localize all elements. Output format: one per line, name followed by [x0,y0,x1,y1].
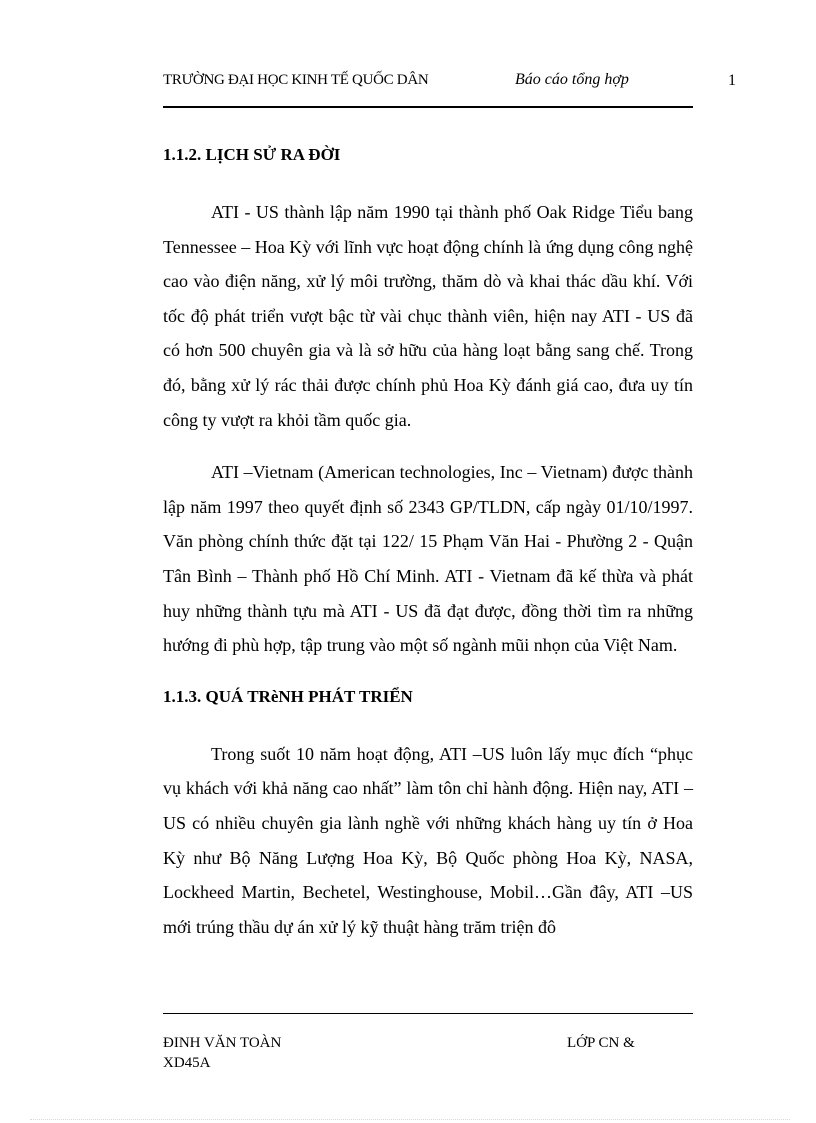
header-divider [163,106,693,108]
footer-divider [163,1013,693,1014]
paragraph-ati-us: ATI - US thành lập năm 1990 tại thành phố Oak Ridge Tiểu bang Tennessee – Hoa Kỳ với lĩnh vực hoạt động chính là ứng dụng công nghệ cao vào điện năng, xử lý môi trường, thăm dò và khai thác dầu khí. Với tốc độ phát triển vượt bậc từ vài chục thành viên, hiện nay ATI - US đã có hơn 500 chuyên gia và là sở hữu của hàng loạt bằng sang chế. Trong đó, bằng xử lý rác thải được chính phủ Hoa Kỳ đánh giá cao, đưa uy tín công ty vượt ra khỏi tầm quốc gia. [163,202,693,430]
page-header [163,70,693,94]
footer-author-name: ĐINH VĂN TOÀN [163,1035,282,1051]
footer-class-code: XD45A [163,1055,211,1071]
page-number: 1 [728,72,736,89]
paragraph-ati-vietnam: ATI –Vietnam (American technologies, Inc – Vietnam) được thành lập năm 1997 theo quyết định số 2343 GP/TLDN, cấp ngày 01/10/1997. Văn phòng chính thức đặt tại 122/ 15 Phạm Văn Hai - Phường 2 - Quận Tân Bình – Thành phố Hồ Chí Minh. ATI - Vietnam đã kế thừa và phát huy những thành tựu mà ATI - US đã đạt được, đồng thời tìm ra những hướng đi phù hợp, tập trung vào một số ngành mũi nhọn của Việt Nam. [163,462,693,656]
section-heading-development: 1.1.3. QUÁ TRèNH PHÁT TRIỂN [163,686,413,706]
footer-class-label: LỚP CN & [567,1035,635,1051]
page-bottom-edge [30,1119,790,1120]
section-heading-history: 1.1.2. LỊCH SỬ RA ĐỜI [163,145,341,164]
paragraph-development: Trong suốt 10 năm hoạt động, ATI –US luôn lấy mục đích “phục vụ khách với khả năng cao nhất” làm tôn chỉ hành động. Hiện nay, ATI –US có nhiều chuyên gia lành nghề với những khách hàng uy tín ở Hoa Kỳ như Bộ Năng Lượng Hoa Kỳ, Bộ Quốc phòng Hoa Kỳ, NASA, Lockheed Martin, Bechetel, Westinghouse, Mobil…Gần đây, ATI –US mới trúng thầu dự án xử lý kỹ thuật hàng trăm triện đô [163,743,693,937]
document-body [163,141,693,944]
header-report-title: Báo cáo tổng hợp [515,71,629,88]
header-school-name: TRƯỜNG ĐẠI HỌC KINH TẾ QUỐC DÂN [163,72,429,88]
